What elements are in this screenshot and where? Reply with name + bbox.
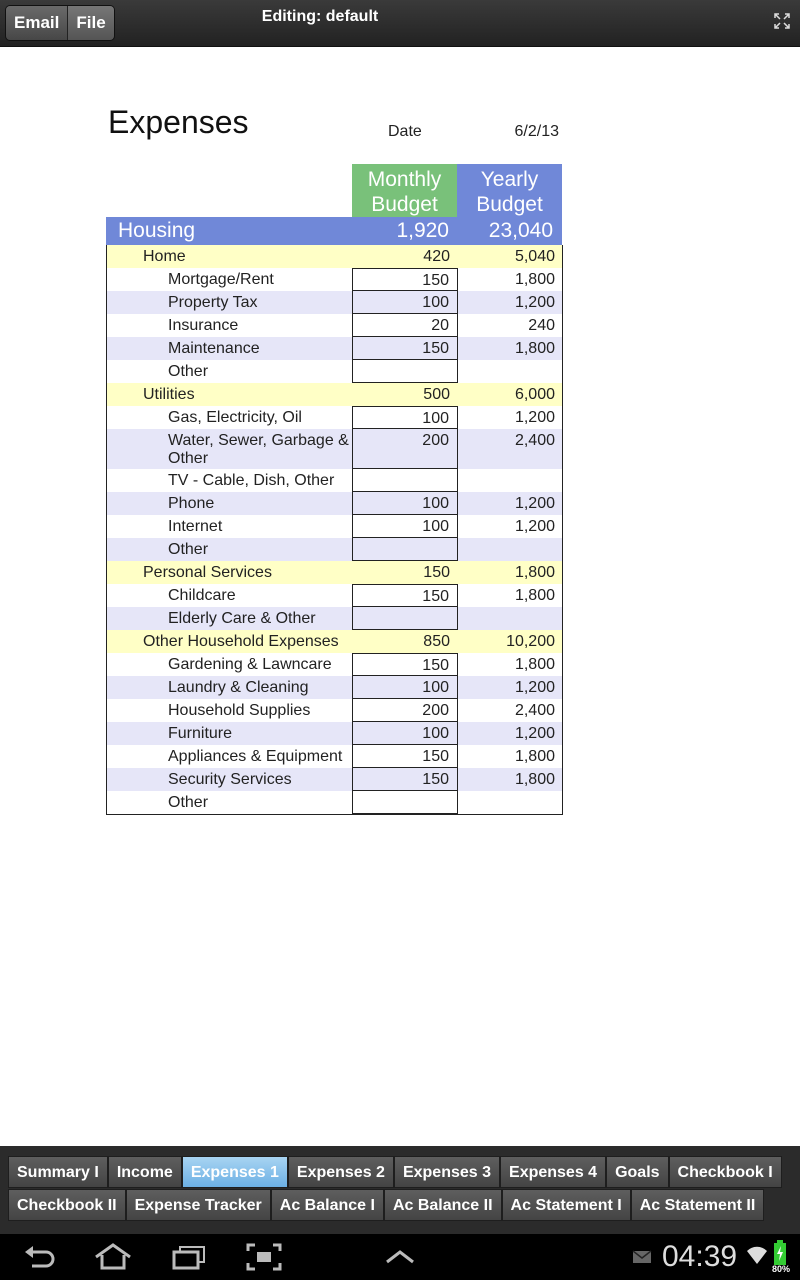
monthly-input-cell[interactable] [352, 653, 458, 676]
yearly-cell [458, 337, 563, 360]
tab-ac-statement-ii[interactable]: Ac Statement II [631, 1189, 765, 1221]
yearly-value: 1,200 [514, 725, 555, 742]
expense-row [107, 314, 562, 337]
category-monthly-total: 500 [423, 386, 450, 403]
monthly-input-cell[interactable] [352, 337, 458, 360]
sheet-title: Expenses [108, 104, 249, 140]
yearly-value: 1,800 [514, 340, 555, 357]
tab-expense-tracker[interactable]: Expense Tracker [126, 1189, 271, 1221]
expense-label: Appliances & Equipment [168, 748, 343, 765]
expense-row [107, 768, 562, 791]
yearly-cell [458, 429, 563, 469]
category-row [107, 245, 562, 268]
yearly-cell [458, 469, 563, 492]
tab-expenses-2[interactable]: Expenses 2 [288, 1156, 394, 1188]
yearly-value: 1,800 [514, 587, 555, 604]
battery-icon [773, 1240, 787, 1266]
expense-label: Insurance [168, 317, 239, 334]
monthly-value: 100 [422, 410, 449, 427]
category-label: Other Household Expenses [143, 633, 339, 650]
expense-row [107, 699, 562, 722]
fullscreen-icon[interactable] [774, 13, 790, 29]
monthly-input-cell[interactable] [352, 492, 458, 515]
spreadsheet-area [0, 48, 800, 1146]
expense-row [107, 492, 562, 515]
category-monthly-total: 850 [423, 633, 450, 650]
monthly-value: 150 [422, 657, 449, 674]
yearly-cell [458, 745, 563, 768]
expense-label: Security Services [168, 771, 292, 788]
yearly-value: 1,200 [514, 495, 555, 512]
monthly-input-cell[interactable] [352, 515, 458, 538]
expense-label: Other [168, 541, 209, 558]
monthly-value: 20 [431, 317, 449, 334]
category-yearly-total-cell [458, 383, 563, 406]
battery-percent: 80% [772, 1264, 791, 1274]
category-monthly-total-cell [352, 630, 458, 653]
yearly-cell [458, 406, 563, 429]
expense-row [107, 722, 562, 745]
yearly-cell [458, 676, 563, 699]
category-monthly-total-cell [352, 383, 458, 406]
monthly-value: 100 [422, 725, 449, 742]
editing-title: Editing: default [261, 8, 379, 25]
monthly-value: 150 [422, 588, 449, 605]
tab-summary-i[interactable]: Summary I [8, 1156, 108, 1188]
tab-ac-balance-i[interactable]: Ac Balance I [271, 1189, 384, 1221]
housing-label: Housing [118, 219, 196, 242]
monthly-value: 100 [422, 679, 449, 696]
expense-label: Internet [168, 518, 223, 535]
category-row [107, 383, 562, 406]
expense-label: Maintenance [168, 340, 260, 357]
yearly-value: 1,800 [514, 271, 555, 288]
monthly-value: 150 [422, 748, 449, 765]
monthly-input-cell[interactable] [352, 745, 458, 768]
housing-monthly-total: 1,920 [396, 219, 449, 242]
date-value[interactable]: 6/2/13 [514, 123, 559, 140]
yearly-cell [458, 653, 563, 676]
yearly-value: 1,800 [514, 748, 555, 765]
expense-row [107, 469, 562, 492]
yearly-value: 1,200 [514, 409, 555, 426]
top-action-bar [0, 0, 800, 47]
expense-table [106, 245, 563, 815]
expense-label: Laundry & Cleaning [168, 679, 309, 696]
yearly-value: 2,400 [514, 702, 555, 719]
category-monthly-total-cell [352, 245, 458, 268]
category-yearly-total: 5,040 [514, 248, 555, 265]
tab-ac-balance-ii[interactable]: Ac Balance II [384, 1189, 502, 1221]
category-yearly-total: 6,000 [514, 386, 555, 403]
monthly-value: 150 [422, 272, 449, 289]
tab-ac-statement-i[interactable]: Ac Statement I [502, 1189, 631, 1221]
tab-expenses-4[interactable]: Expenses 4 [500, 1156, 606, 1188]
yearly-value: 2,400 [514, 432, 555, 449]
expense-row [107, 406, 562, 429]
category-yearly-total: 10,200 [506, 633, 555, 650]
system-navigation-bar [0, 1234, 800, 1280]
monthly-input-cell[interactable] [352, 722, 458, 745]
monthly-input-cell[interactable] [352, 469, 458, 492]
monthly-value: 200 [422, 702, 449, 719]
expense-label: Phone [168, 495, 215, 512]
expense-label: Property Tax [168, 294, 258, 311]
housing-section-header [106, 217, 562, 245]
monthly-header-line2: Budget [371, 193, 438, 216]
yearly-cell [458, 791, 563, 814]
home-icon[interactable] [92, 1242, 134, 1272]
expense-row [107, 791, 562, 814]
category-yearly-total-cell [458, 630, 563, 653]
housing-yearly-total: 23,040 [488, 219, 553, 242]
yearly-value: 1,200 [514, 294, 555, 311]
category-row [107, 630, 562, 653]
wifi-icon [745, 1244, 769, 1266]
expense-row [107, 584, 562, 607]
yearly-header-line2: Budget [476, 193, 543, 216]
recent-apps-icon[interactable] [170, 1242, 208, 1272]
monthly-input-cell[interactable] [352, 538, 458, 561]
expense-label: Other [168, 794, 209, 811]
category-yearly-total: 1,800 [514, 564, 555, 581]
expense-row [107, 745, 562, 768]
tab-income[interactable]: Income [108, 1156, 182, 1188]
category-label: Home [143, 248, 186, 265]
monthly-input-cell[interactable] [352, 676, 458, 699]
expense-row [107, 515, 562, 538]
yearly-cell [458, 768, 563, 791]
expense-row [107, 337, 562, 360]
expense-row [107, 268, 562, 291]
yearly-budget-header [457, 164, 562, 217]
monthly-value: 150 [422, 771, 449, 788]
expense-label: Childcare [168, 587, 236, 604]
yearly-value: 1,800 [514, 771, 555, 788]
yearly-cell [458, 584, 563, 607]
expense-label: TV - Cable, Dish, Other [168, 472, 335, 489]
tab-row-2 [8, 1189, 764, 1221]
expense-label: Gardening & Lawncare [168, 656, 332, 673]
monthly-input-cell[interactable] [352, 607, 458, 630]
expense-label: Furniture [168, 725, 233, 742]
monthly-input-cell[interactable] [352, 406, 458, 429]
yearly-value: 1,800 [514, 656, 555, 673]
monthly-budget-header [352, 164, 457, 217]
expense-label: Gas, Electricity, Oil [168, 409, 302, 426]
yearly-value: 240 [528, 317, 555, 334]
category-monthly-total-cell [352, 561, 458, 584]
expense-row [107, 538, 562, 561]
tab-expenses-3[interactable]: Expenses 3 [394, 1156, 500, 1188]
category-monthly-total: 420 [423, 248, 450, 265]
yearly-cell [458, 538, 563, 561]
monthly-input-cell[interactable] [352, 314, 458, 337]
category-monthly-total: 150 [423, 564, 450, 581]
file-button[interactable]: File [68, 6, 113, 40]
expense-label: Water, Sewer, Garbage & Other [168, 432, 349, 467]
monthly-value: 100 [422, 518, 449, 535]
monthly-input-cell[interactable] [352, 360, 458, 383]
expense-label: Elderly Care & Other [168, 610, 316, 627]
expense-label: Household Supplies [168, 702, 311, 719]
yearly-value: 1,200 [514, 679, 555, 696]
date-label: Date [388, 123, 422, 140]
expense-label: Other [168, 363, 209, 380]
monthly-input-cell[interactable] [352, 268, 458, 291]
monthly-value: 200 [422, 432, 449, 449]
monthly-value: 100 [422, 294, 449, 311]
tab-checkbook-ii[interactable]: Checkbook II [8, 1189, 126, 1221]
yearly-cell [458, 607, 563, 630]
clock: 04:39 [662, 1240, 738, 1273]
category-yearly-total-cell [458, 245, 563, 268]
yearly-cell [458, 492, 563, 515]
expense-label: Mortgage/Rent [168, 271, 274, 288]
expense-row [107, 607, 562, 630]
monthly-value: 150 [422, 340, 449, 357]
expense-row [107, 676, 562, 699]
yearly-cell [458, 360, 563, 383]
category-label: Personal Services [143, 564, 272, 581]
tab-checkbook-i[interactable]: Checkbook I [669, 1156, 782, 1188]
monthly-value: 100 [422, 495, 449, 512]
monthly-input-cell[interactable] [352, 768, 458, 791]
sheet-tab-bar [0, 1146, 800, 1234]
monthly-input-cell[interactable] [352, 429, 458, 469]
tab-expenses-1[interactable]: Expenses 1 [182, 1156, 288, 1188]
tab-goals[interactable]: Goals [606, 1156, 668, 1188]
monthly-input-cell[interactable] [352, 791, 458, 814]
monthly-input-cell[interactable] [352, 584, 458, 607]
yearly-header-line1: Yearly [480, 168, 539, 191]
email-button[interactable]: Email [6, 6, 68, 40]
expense-row [107, 429, 562, 469]
screenshot-icon[interactable] [245, 1242, 283, 1272]
expense-row [107, 291, 562, 314]
category-label: Utilities [143, 386, 195, 403]
yearly-value: 1,200 [514, 518, 555, 535]
tab-row-1 [8, 1156, 782, 1188]
yearly-cell [458, 291, 563, 314]
category-row [107, 561, 562, 584]
category-yearly-total-cell [458, 561, 563, 584]
yearly-cell [458, 515, 563, 538]
monthly-input-cell[interactable] [352, 699, 458, 722]
back-icon[interactable] [22, 1242, 58, 1272]
monthly-input-cell[interactable] [352, 291, 458, 314]
mail-icon [632, 1249, 652, 1265]
expense-row [107, 653, 562, 676]
menu-up-icon[interactable] [383, 1242, 417, 1272]
yearly-cell [458, 722, 563, 745]
expense-row [107, 360, 562, 383]
monthly-header-line1: Monthly [367, 168, 442, 191]
yearly-cell [458, 314, 563, 337]
yearly-cell [458, 268, 563, 291]
yearly-cell [458, 699, 563, 722]
